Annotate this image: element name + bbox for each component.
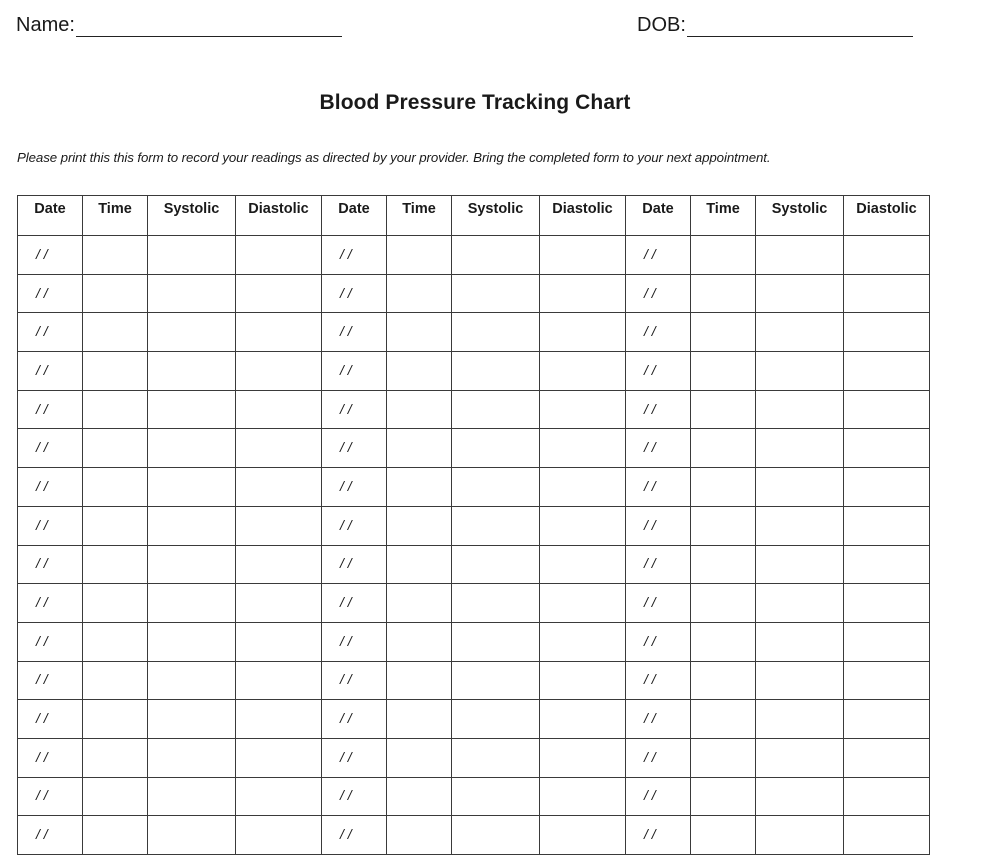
time-cell[interactable] bbox=[387, 700, 452, 739]
table-row bbox=[18, 738, 930, 777]
diastolic-cell[interactable] bbox=[236, 390, 322, 429]
time-cell[interactable] bbox=[387, 390, 452, 429]
date-cell[interactable]: / / bbox=[18, 700, 83, 739]
systolic-cell[interactable] bbox=[756, 816, 844, 855]
table-row bbox=[18, 661, 930, 700]
diastolic-cell[interactable] bbox=[236, 700, 322, 739]
systolic-cell[interactable] bbox=[148, 429, 236, 468]
time-cell[interactable] bbox=[691, 352, 756, 391]
diastolic-cell[interactable] bbox=[844, 429, 930, 468]
date-cell[interactable]: / / bbox=[18, 313, 83, 352]
name-input-line[interactable] bbox=[76, 16, 342, 37]
table-row bbox=[18, 777, 930, 816]
systolic-cell[interactable] bbox=[148, 700, 236, 739]
time-cell[interactable] bbox=[387, 816, 452, 855]
systolic-cell[interactable] bbox=[452, 584, 540, 623]
systolic-cell[interactable] bbox=[756, 661, 844, 700]
systolic-cell[interactable] bbox=[148, 545, 236, 584]
diastolic-cell[interactable] bbox=[540, 506, 626, 545]
systolic-cell[interactable] bbox=[756, 313, 844, 352]
diastolic-cell[interactable] bbox=[236, 313, 322, 352]
systolic-cell[interactable] bbox=[756, 352, 844, 391]
diastolic-cell[interactable] bbox=[236, 468, 322, 507]
systolic-cell[interactable] bbox=[452, 777, 540, 816]
name-label: Name: bbox=[16, 14, 75, 36]
date-cell[interactable]: / / bbox=[18, 622, 83, 661]
systolic-cell[interactable] bbox=[148, 352, 236, 391]
table-row bbox=[18, 816, 930, 855]
diastolic-cell[interactable] bbox=[844, 274, 930, 313]
diastolic-cell[interactable] bbox=[236, 777, 322, 816]
time-cell[interactable] bbox=[83, 700, 148, 739]
date-cell[interactable]: / / bbox=[322, 274, 387, 313]
diastolic-cell[interactable] bbox=[844, 468, 930, 507]
systolic-cell[interactable] bbox=[148, 777, 236, 816]
column-header-date: Date bbox=[18, 196, 83, 236]
time-cell[interactable] bbox=[691, 738, 756, 777]
time-cell[interactable] bbox=[83, 622, 148, 661]
diastolic-cell[interactable] bbox=[844, 313, 930, 352]
date-cell[interactable]: / / bbox=[18, 506, 83, 545]
systolic-cell[interactable] bbox=[452, 545, 540, 584]
diastolic-cell[interactable] bbox=[844, 777, 930, 816]
date-cell[interactable]: / / bbox=[322, 584, 387, 623]
systolic-cell[interactable] bbox=[756, 622, 844, 661]
diastolic-cell[interactable] bbox=[540, 816, 626, 855]
diastolic-cell[interactable] bbox=[540, 313, 626, 352]
diastolic-cell[interactable] bbox=[540, 700, 626, 739]
diastolic-cell[interactable] bbox=[236, 352, 322, 391]
date-cell[interactable]: / / bbox=[322, 661, 387, 700]
time-cell[interactable] bbox=[83, 816, 148, 855]
diastolic-cell[interactable] bbox=[236, 738, 322, 777]
time-cell[interactable] bbox=[83, 313, 148, 352]
date-cell[interactable]: / / bbox=[626, 274, 691, 313]
date-cell[interactable]: / / bbox=[18, 545, 83, 584]
time-cell[interactable] bbox=[387, 506, 452, 545]
time-cell[interactable] bbox=[387, 661, 452, 700]
diastolic-cell[interactable] bbox=[540, 468, 626, 507]
date-cell[interactable]: / / bbox=[18, 429, 83, 468]
systolic-cell[interactable] bbox=[452, 390, 540, 429]
time-cell[interactable] bbox=[83, 661, 148, 700]
systolic-cell[interactable] bbox=[452, 622, 540, 661]
date-cell[interactable]: / / bbox=[626, 506, 691, 545]
time-cell[interactable] bbox=[83, 429, 148, 468]
time-cell[interactable] bbox=[387, 236, 452, 275]
diastolic-cell[interactable] bbox=[844, 506, 930, 545]
column-header-diastolic: Diastolic bbox=[844, 196, 930, 236]
column-header-diastolic: Diastolic bbox=[236, 196, 322, 236]
diastolic-cell[interactable] bbox=[540, 390, 626, 429]
diastolic-cell[interactable] bbox=[844, 390, 930, 429]
time-cell[interactable] bbox=[691, 584, 756, 623]
date-cell[interactable]: / / bbox=[626, 390, 691, 429]
date-cell[interactable]: / / bbox=[626, 661, 691, 700]
diastolic-cell[interactable] bbox=[236, 622, 322, 661]
systolic-cell[interactable] bbox=[452, 738, 540, 777]
date-cell[interactable]: / / bbox=[626, 738, 691, 777]
page-title: Blood Pressure Tracking Chart bbox=[319, 91, 631, 114]
time-cell[interactable] bbox=[691, 274, 756, 313]
date-cell[interactable]: / / bbox=[626, 584, 691, 623]
date-cell[interactable]: / / bbox=[626, 468, 691, 507]
date-cell[interactable]: / / bbox=[18, 738, 83, 777]
systolic-cell[interactable] bbox=[452, 352, 540, 391]
systolic-cell[interactable] bbox=[452, 313, 540, 352]
time-cell[interactable] bbox=[83, 584, 148, 623]
diastolic-cell[interactable] bbox=[844, 738, 930, 777]
time-cell[interactable] bbox=[691, 622, 756, 661]
systolic-cell[interactable] bbox=[148, 661, 236, 700]
date-cell[interactable]: / / bbox=[322, 816, 387, 855]
systolic-cell[interactable] bbox=[756, 584, 844, 623]
diastolic-cell[interactable] bbox=[844, 661, 930, 700]
date-cell[interactable]: / / bbox=[322, 700, 387, 739]
time-cell[interactable] bbox=[387, 313, 452, 352]
time-cell[interactable] bbox=[691, 777, 756, 816]
time-cell[interactable] bbox=[83, 352, 148, 391]
date-cell[interactable]: / / bbox=[18, 661, 83, 700]
time-cell[interactable] bbox=[691, 236, 756, 275]
date-cell[interactable]: / / bbox=[626, 777, 691, 816]
diastolic-cell[interactable] bbox=[236, 236, 322, 275]
time-cell[interactable] bbox=[387, 622, 452, 661]
time-cell[interactable] bbox=[387, 545, 452, 584]
diastolic-cell[interactable] bbox=[844, 545, 930, 584]
date-cell[interactable]: / / bbox=[626, 313, 691, 352]
date-cell[interactable]: / / bbox=[18, 777, 83, 816]
date-cell[interactable]: / / bbox=[322, 777, 387, 816]
date-cell[interactable]: / / bbox=[322, 390, 387, 429]
diastolic-cell[interactable] bbox=[236, 429, 322, 468]
diastolic-cell[interactable] bbox=[540, 352, 626, 391]
table-row bbox=[18, 236, 930, 275]
diastolic-cell[interactable] bbox=[844, 700, 930, 739]
date-cell[interactable]: / / bbox=[322, 545, 387, 584]
time-cell[interactable] bbox=[387, 429, 452, 468]
diastolic-cell[interactable] bbox=[236, 584, 322, 623]
systolic-cell[interactable] bbox=[452, 506, 540, 545]
table-row bbox=[18, 313, 930, 352]
column-header-systolic: Systolic bbox=[148, 196, 236, 236]
date-cell[interactable]: / / bbox=[18, 236, 83, 275]
date-cell[interactable]: / / bbox=[626, 816, 691, 855]
table-row bbox=[18, 429, 930, 468]
time-cell[interactable] bbox=[691, 700, 756, 739]
systolic-cell[interactable] bbox=[452, 661, 540, 700]
time-cell[interactable] bbox=[83, 545, 148, 584]
systolic-cell[interactable] bbox=[148, 468, 236, 507]
diastolic-cell[interactable] bbox=[844, 622, 930, 661]
time-cell[interactable] bbox=[83, 468, 148, 507]
systolic-cell[interactable] bbox=[452, 816, 540, 855]
date-cell[interactable]: / / bbox=[626, 236, 691, 275]
systolic-cell[interactable] bbox=[756, 429, 844, 468]
time-cell[interactable] bbox=[691, 429, 756, 468]
time-cell[interactable] bbox=[691, 545, 756, 584]
systolic-cell[interactable] bbox=[756, 777, 844, 816]
diastolic-cell[interactable] bbox=[236, 274, 322, 313]
systolic-cell[interactable] bbox=[756, 468, 844, 507]
date-cell[interactable]: / / bbox=[322, 738, 387, 777]
date-cell[interactable]: / / bbox=[626, 352, 691, 391]
systolic-cell[interactable] bbox=[148, 313, 236, 352]
column-header-date: Date bbox=[322, 196, 387, 236]
systolic-cell[interactable] bbox=[452, 429, 540, 468]
column-header-time: Time bbox=[691, 196, 756, 236]
time-cell[interactable] bbox=[691, 661, 756, 700]
date-cell[interactable]: / / bbox=[18, 352, 83, 391]
instructions-text: Please print this this form to record your readings as directed by your provider. Bring the completed form to your next appointment. bbox=[17, 150, 771, 165]
diastolic-cell[interactable] bbox=[236, 661, 322, 700]
time-cell[interactable] bbox=[83, 390, 148, 429]
table-row bbox=[18, 622, 930, 661]
diastolic-cell[interactable] bbox=[540, 274, 626, 313]
time-cell[interactable] bbox=[387, 352, 452, 391]
systolic-cell[interactable] bbox=[148, 390, 236, 429]
table-row bbox=[18, 274, 930, 313]
systolic-cell[interactable] bbox=[756, 700, 844, 739]
date-cell[interactable]: / / bbox=[18, 390, 83, 429]
systolic-cell[interactable] bbox=[148, 236, 236, 275]
time-cell[interactable] bbox=[691, 313, 756, 352]
date-cell[interactable]: / / bbox=[322, 506, 387, 545]
time-cell[interactable] bbox=[83, 274, 148, 313]
date-cell[interactable]: / / bbox=[322, 622, 387, 661]
name-field[interactable] bbox=[16, 14, 342, 37]
time-cell[interactable] bbox=[83, 777, 148, 816]
systolic-cell[interactable] bbox=[148, 506, 236, 545]
column-header-systolic: Systolic bbox=[756, 196, 844, 236]
diastolic-cell[interactable] bbox=[540, 738, 626, 777]
time-cell[interactable] bbox=[387, 777, 452, 816]
diastolic-cell[interactable] bbox=[844, 584, 930, 623]
diastolic-cell[interactable] bbox=[540, 429, 626, 468]
systolic-cell[interactable] bbox=[756, 236, 844, 275]
diastolic-cell[interactable] bbox=[236, 545, 322, 584]
diastolic-cell[interactable] bbox=[844, 352, 930, 391]
column-header-date: Date bbox=[626, 196, 691, 236]
systolic-cell[interactable] bbox=[756, 738, 844, 777]
time-cell[interactable] bbox=[691, 506, 756, 545]
date-cell[interactable]: / / bbox=[626, 545, 691, 584]
dob-label: DOB: bbox=[637, 14, 686, 36]
systolic-cell[interactable] bbox=[756, 390, 844, 429]
date-cell[interactable]: / / bbox=[626, 622, 691, 661]
table-row bbox=[18, 545, 930, 584]
systolic-cell[interactable] bbox=[148, 622, 236, 661]
systolic-cell[interactable] bbox=[452, 700, 540, 739]
diastolic-cell[interactable] bbox=[540, 661, 626, 700]
diastolic-cell[interactable] bbox=[236, 506, 322, 545]
time-cell[interactable] bbox=[83, 236, 148, 275]
date-cell[interactable]: / / bbox=[322, 313, 387, 352]
systolic-cell[interactable] bbox=[148, 584, 236, 623]
time-cell[interactable] bbox=[83, 738, 148, 777]
diastolic-cell[interactable] bbox=[540, 584, 626, 623]
diastolic-cell[interactable] bbox=[540, 236, 626, 275]
systolic-cell[interactable] bbox=[452, 236, 540, 275]
time-cell[interactable] bbox=[691, 816, 756, 855]
date-cell[interactable]: / / bbox=[18, 816, 83, 855]
date-cell[interactable]: / / bbox=[322, 429, 387, 468]
table-row bbox=[18, 506, 930, 545]
diastolic-cell[interactable] bbox=[540, 545, 626, 584]
date-cell[interactable]: / / bbox=[322, 468, 387, 507]
diastolic-cell[interactable] bbox=[540, 622, 626, 661]
diastolic-cell[interactable] bbox=[236, 816, 322, 855]
time-cell[interactable] bbox=[387, 468, 452, 507]
date-cell[interactable]: / / bbox=[18, 584, 83, 623]
time-cell[interactable] bbox=[387, 274, 452, 313]
table-row bbox=[18, 352, 930, 391]
systolic-cell[interactable] bbox=[148, 274, 236, 313]
diastolic-cell[interactable] bbox=[844, 816, 930, 855]
column-header-systolic: Systolic bbox=[452, 196, 540, 236]
table-body bbox=[18, 236, 930, 855]
diastolic-cell[interactable] bbox=[844, 236, 930, 275]
systolic-cell[interactable] bbox=[756, 506, 844, 545]
column-header-diastolic: Diastolic bbox=[540, 196, 626, 236]
date-cell[interactable]: / / bbox=[626, 700, 691, 739]
date-cell[interactable]: / / bbox=[322, 236, 387, 275]
systolic-cell[interactable] bbox=[452, 274, 540, 313]
column-header-time: Time bbox=[83, 196, 148, 236]
time-cell[interactable] bbox=[387, 584, 452, 623]
time-cell[interactable] bbox=[387, 738, 452, 777]
table-header-row bbox=[18, 196, 930, 236]
table-row bbox=[18, 584, 930, 623]
date-cell[interactable]: / / bbox=[18, 274, 83, 313]
table-row bbox=[18, 700, 930, 739]
dob-input-line[interactable] bbox=[687, 16, 913, 37]
systolic-cell[interactable] bbox=[148, 816, 236, 855]
time-cell[interactable] bbox=[691, 390, 756, 429]
time-cell[interactable] bbox=[83, 506, 148, 545]
systolic-cell[interactable] bbox=[452, 468, 540, 507]
dob-field[interactable] bbox=[637, 14, 913, 37]
systolic-cell[interactable] bbox=[756, 545, 844, 584]
systolic-cell[interactable] bbox=[756, 274, 844, 313]
date-cell[interactable]: / / bbox=[322, 352, 387, 391]
systolic-cell[interactable] bbox=[148, 738, 236, 777]
table-row bbox=[18, 468, 930, 507]
tracking-table bbox=[17, 195, 930, 855]
diastolic-cell[interactable] bbox=[540, 777, 626, 816]
column-header-time: Time bbox=[387, 196, 452, 236]
time-cell[interactable] bbox=[691, 468, 756, 507]
table-row bbox=[18, 390, 930, 429]
date-cell[interactable]: / / bbox=[18, 468, 83, 507]
date-cell[interactable]: / / bbox=[626, 429, 691, 468]
